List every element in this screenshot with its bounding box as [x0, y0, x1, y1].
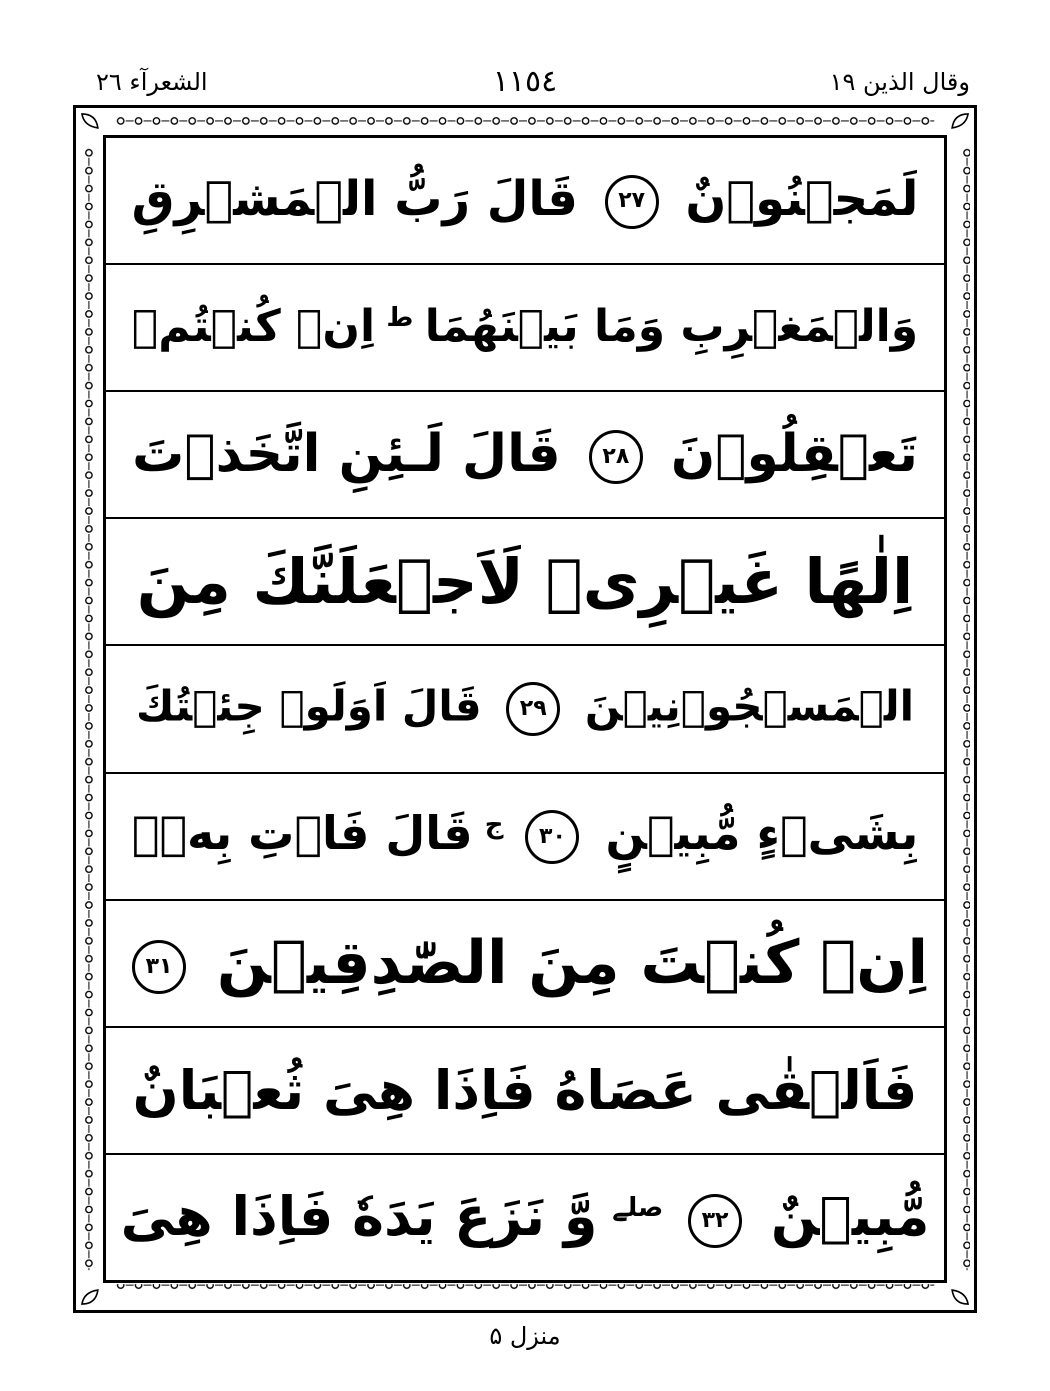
verse-line-9 — [106, 1155, 944, 1280]
verse-line-5 — [106, 646, 944, 773]
ayah-number-marker: ٣٢ — [688, 1194, 742, 1248]
waqf-sign: صلے — [612, 1193, 664, 1224]
text-panel — [103, 135, 947, 1283]
verse-text: قَالَ فَاۡتِ بِهٖۤ — [131, 806, 473, 861]
verse-text: الۡمَسۡجُوۡنِيۡنَ — [584, 681, 915, 731]
waqf-sign: ط — [386, 302, 414, 333]
verse-text: اِنۡ كُنۡتُمۡ — [131, 301, 376, 353]
ayah-number-marker: ٢٩ — [506, 682, 560, 736]
verse-line-7 — [106, 901, 944, 1028]
verse-text: وَالۡمَغۡرِبِ وَمَا بَيۡنَهُمَا — [424, 301, 919, 353]
ayah-number-marker: ٢٧ — [605, 175, 659, 229]
verse-line-8 — [106, 1028, 944, 1155]
ayah-number-marker: ٣١ — [132, 940, 186, 994]
para-name-label: وقال الذين ١٩ — [829, 68, 970, 96]
verse-text: مُّبِيۡنٌ — [770, 1185, 930, 1249]
verse-line-1 — [106, 138, 944, 265]
verse-text: وَّ نَزَعَ يَدَهٗ فَاِذَا هِىَ — [120, 1185, 598, 1249]
ayah-number-marker: ٣٠ — [525, 810, 579, 864]
page-header — [80, 62, 970, 102]
verse-text: تَعۡقِلُوۡنَ — [670, 423, 918, 484]
verse-text: فَاَلۡقٰى عَصَاهُ فَاِذَا هِىَ ثُعۡبَانٌ — [132, 1058, 918, 1122]
waqf-sign: ج — [484, 810, 504, 841]
manzil-footer: منزل ۵ — [489, 1322, 561, 1350]
verse-text: اِنۡ كُنۡتَ مِنَ الصّٰدِقِيۡنَ — [216, 928, 929, 999]
verse-line-4 — [106, 519, 944, 646]
verse-text: لَمَجۡنُوۡنٌ — [685, 170, 919, 227]
verse-line-3 — [106, 392, 944, 519]
verse-line-6 — [106, 774, 944, 901]
surah-name-label: الشعرآء ٢٦ — [96, 68, 208, 96]
verse-text: اِلٰهًا غَيۡرِىۡ لَاَجۡعَلَنَّكَ مِنَ — [136, 544, 914, 618]
verse-line-2 — [106, 265, 944, 392]
page-number: ١١٥٤ — [492, 64, 558, 99]
verse-text: قَالَ رَبُّ الۡمَشۡرِقِ — [131, 170, 578, 227]
verse-text: قَالَ اَوَلَوۡ جِئۡتُكَ — [135, 681, 482, 731]
verse-text: بِشَىۡءٍ مُّبِيۡنٍ — [605, 806, 919, 861]
verse-text: قَالَ لَـئِنِ اتَّخَذۡتَ — [132, 423, 561, 484]
page-frame — [73, 105, 977, 1313]
ayah-number-marker: ٢٨ — [589, 430, 643, 484]
